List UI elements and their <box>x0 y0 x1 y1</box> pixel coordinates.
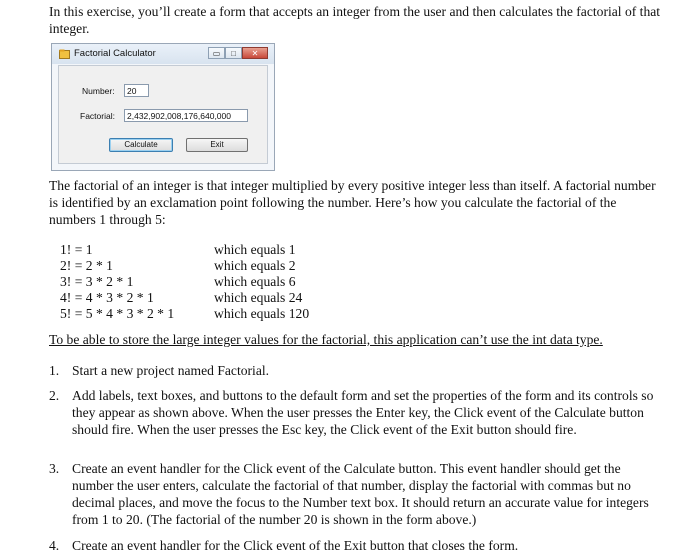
step-number: 4. <box>49 538 60 553</box>
step-number: 2. <box>49 388 60 403</box>
equation-expression: 4! = 4 * 3 * 2 * 1 <box>60 290 154 305</box>
equation-result: which equals 6 <box>214 274 296 289</box>
app-icon <box>59 49 70 59</box>
equation-expression: 5! = 5 * 4 * 3 * 2 * 1 <box>60 306 175 321</box>
step-number: 1. <box>49 363 60 378</box>
step-text: Create an event handler for the Click event of the Exit button that closes the form. <box>72 538 519 553</box>
number-input[interactable]: 20 <box>124 84 149 97</box>
title-bar[interactable] <box>52 44 274 64</box>
equation-result: which equals 1 <box>214 242 296 257</box>
description-paragraph: The factorial of an integer is that integer multiplied by every positive integer less than itself. A factorial number is identified by an exclamation point following the number. Here’s how you calculate the factorial of the numbers 1 through 5: <box>49 178 656 227</box>
factorial-output[interactable]: 2,432,902,008,176,640,000 <box>124 109 248 122</box>
exit-button[interactable]: Exit <box>186 138 248 152</box>
factorial-examples <box>60 242 460 322</box>
step-number: 3. <box>49 461 60 476</box>
factorial-calculator-window <box>51 43 275 171</box>
equation-row <box>60 242 460 258</box>
window-title: Factorial Calculator <box>74 48 156 59</box>
step-text: Add labels, text boxes, and buttons to the default form and set the properties of the form and its controls so they appear as shown above. When the user presses the Enter key, the Click event of the Calculate button should fire. When the user presses the Esc key, the Click event of the Exit button should fire. <box>72 388 654 437</box>
step-text: Create an event handler for the Click event of the Calculate button. This event handler should get the number the user enters, calculate the factorial of that number, display the factorial with commas but no decimal places, and move the focus to the Number text box. It should return an accurate value for integers from 1 to 20. (The factorial of the number 20 is shown in the form above.) <box>72 461 649 527</box>
equation-expression: 1! = 1 <box>60 242 93 257</box>
intro-paragraph: In this exercise, you’ll create a form that accepts an integer from the user and then calculates the factorial of that integer. <box>49 4 661 36</box>
equation-result: which equals 120 <box>214 306 310 321</box>
equation-row <box>60 290 460 306</box>
equation-result: which equals 2 <box>214 258 296 273</box>
equation-expression: 3! = 3 * 2 * 1 <box>60 274 134 289</box>
close-button[interactable]: ✕ <box>242 47 268 59</box>
calculate-button[interactable]: Calculate <box>109 138 173 152</box>
form-client-area <box>58 65 268 164</box>
minimize-button[interactable]: ▭ <box>208 47 225 59</box>
equation-expression: 2! = 2 * 1 <box>60 258 113 273</box>
factorial-label: Factorial: <box>80 111 115 121</box>
number-label: Number: <box>82 86 115 96</box>
equation-result: which equals 24 <box>214 290 303 305</box>
maximize-button[interactable]: □ <box>225 47 242 59</box>
equation-row <box>60 258 460 274</box>
note-int-data-type: To be able to store the large integer values for the factorial, this application can’t use the int data type. <box>49 332 603 347</box>
equation-row <box>60 306 460 322</box>
equation-row <box>60 274 460 290</box>
step-text: Start a new project named Factorial. <box>72 363 270 378</box>
